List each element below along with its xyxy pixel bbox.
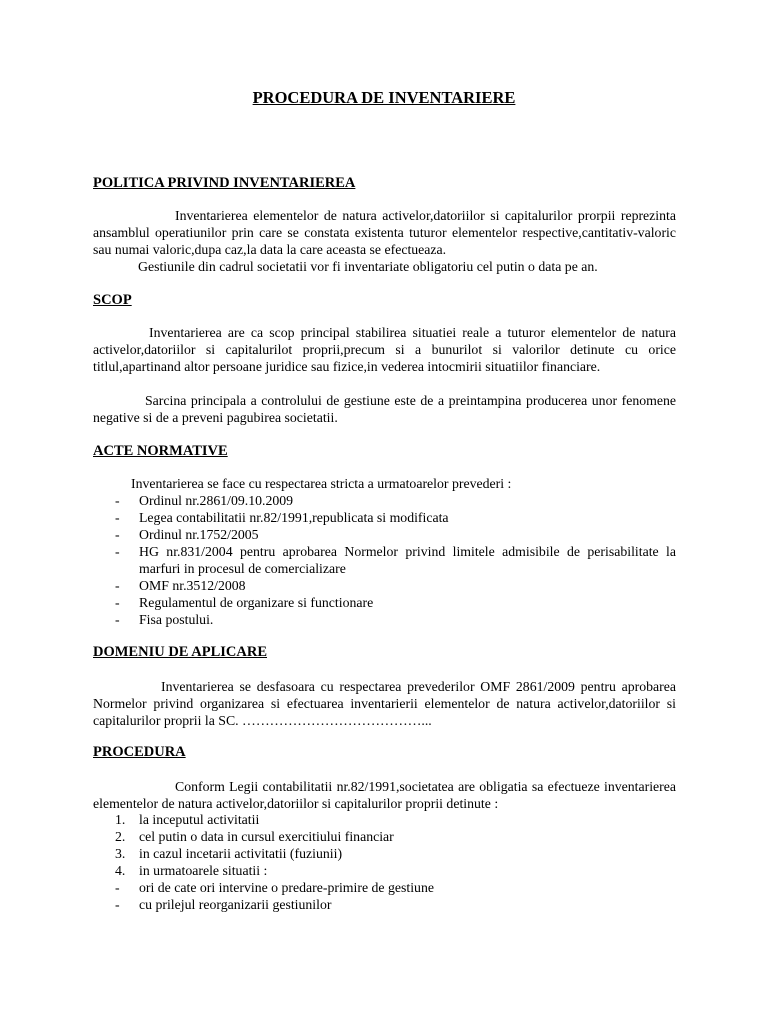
list-bullet: - bbox=[115, 897, 120, 912]
scop-paragraph-1: Inventarierea are ca scop principal stabilirea situatiei reale a tuturor elementelor de natura activelor,datoriilor si capitalurilot proprii,precum si a bunurilot si valorilor detinute cu orice titlul,apartinand altor persoane juridice sau fizice,in vederea intocmirii situatiilor financiare. bbox=[93, 325, 676, 374]
scop-paragraph-2: Sarcina principala a controlului de gestiune este de a preintampina producerea unor fenomene negative si de a preveni pagubirea societatii. bbox=[93, 393, 676, 425]
numbered-marker: 1. bbox=[115, 812, 126, 827]
heading-procedura: PROCEDURA bbox=[93, 744, 186, 760]
list-bullet: - bbox=[115, 880, 120, 895]
heading-scop: SCOP bbox=[93, 292, 132, 308]
list-item: HG nr.831/2004 pentru aprobarea Normelor privind limitele admisibile de perisabilitate la marfuri in procesul de comercializare bbox=[139, 544, 676, 576]
list-bullet: - bbox=[115, 612, 120, 627]
list-item: Ordinul nr.2861/09.10.2009 bbox=[139, 493, 294, 508]
procedura-paragraph-1: Conform Legii contabilitatii nr.82/1991,societatea are obligatia sa efectueze inventarierea elementelor de natura activelor,datoriilor si capitalurilor proprii detinute : bbox=[93, 779, 676, 811]
list-item: cu prilejul reorganizarii gestiunilor bbox=[139, 897, 332, 912]
list-bullet: - bbox=[115, 493, 120, 508]
list-item: ori de cate ori intervine o predare-primire de gestiune bbox=[139, 880, 434, 895]
numbered-item: in cazul incetarii activitatii (fuziunii) bbox=[139, 846, 343, 861]
numbered-item: la inceputul activitatii bbox=[139, 812, 260, 827]
acte-intro: Inventarierea se face cu respectarea stricta a urmatoarelor prevederi : bbox=[131, 476, 512, 491]
list-bullet: - bbox=[115, 578, 120, 593]
numbered-item: cel putin o data in cursul exercitiului financiar bbox=[139, 829, 394, 844]
numbered-marker: 3. bbox=[115, 846, 126, 861]
document-title: PROCEDURA DE INVENTARIERE bbox=[252, 88, 516, 107]
list-bullet: - bbox=[115, 544, 120, 559]
heading-acte-normative: ACTE NORMATIVE bbox=[93, 443, 228, 459]
politica-paragraph-1: Inventarierea elementelor de natura activelor,datoriilor si capitalurilor prorpii reprezinta ansamblul operatiunilor prin care se constata existenta tuturor elementelor respective,cantitativ-valoric sau numai valoric,dupa caz,la data la care aceasta se efectueaza. bbox=[93, 208, 676, 257]
list-bullet: - bbox=[115, 595, 120, 610]
numbered-item: in urmatoarele situatii : bbox=[139, 863, 268, 878]
list-item: Legea contabilitatii nr.82/1991,republicata si modificata bbox=[139, 510, 449, 525]
numbered-marker: 2. bbox=[115, 829, 126, 844]
list-bullet: - bbox=[115, 527, 120, 542]
list-item: Regulamentul de organizare si functionare bbox=[139, 595, 374, 610]
numbered-marker: 4. bbox=[115, 863, 126, 878]
heading-domeniu: DOMENIU DE APLICARE bbox=[93, 644, 268, 660]
heading-politica: POLITICA PRIVIND INVENTARIEREA bbox=[93, 175, 356, 191]
list-item: Fisa postului. bbox=[139, 612, 214, 627]
politica-paragraph-2: Gestiunile din cadrul societatii vor fi inventariate obligatoriu cel putin o data pe an. bbox=[138, 259, 598, 274]
domeniu-paragraph-1: Inventarierea se desfasoara cu respectarea prevederilor OMF 2861/2009 pentru aprobarea Normelor privind organizarea si efectuarea inventarierii elementelor de natura activelor,datoriilor si capitalurilor proprii la SC. …………………………………... bbox=[93, 679, 676, 728]
list-item: Ordinul nr.1752/2005 bbox=[139, 527, 259, 542]
list-bullet: - bbox=[115, 510, 120, 525]
list-item: OMF nr.3512/2008 bbox=[139, 578, 246, 593]
